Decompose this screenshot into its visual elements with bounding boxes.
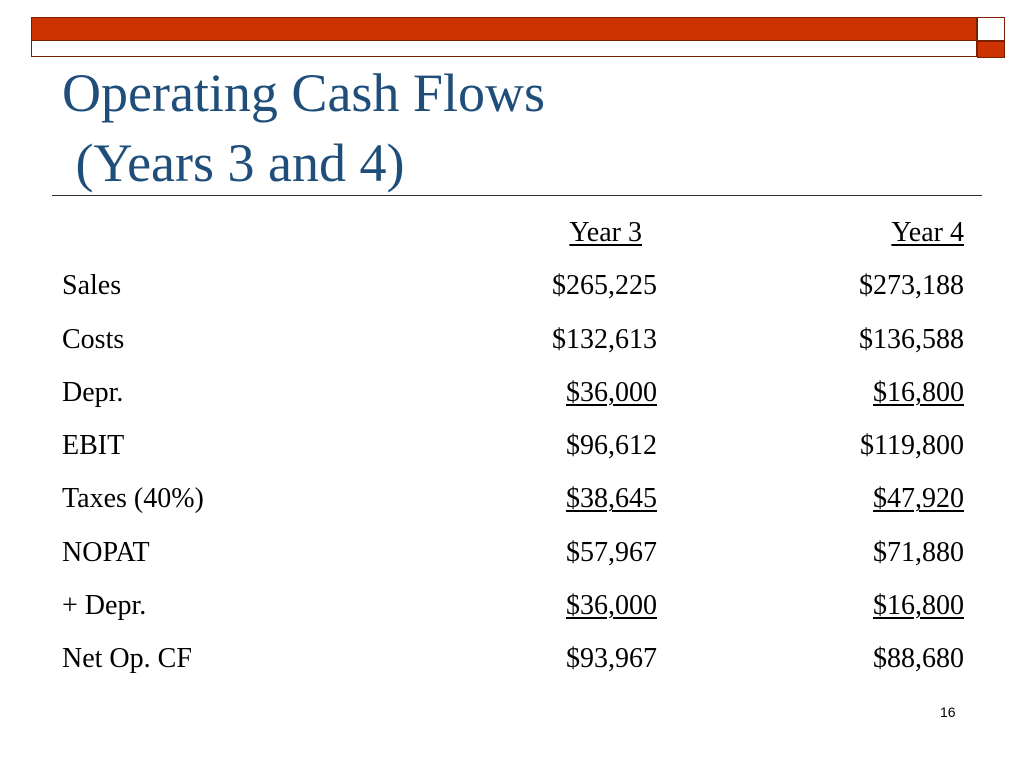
row-label: NOPAT [62,536,150,568]
table-row [62,370,966,423]
row-label: Sales [62,270,122,302]
year-3-value: $57,967 [566,536,657,568]
year-3-value: $36,000 [566,590,657,622]
table-row [62,583,966,636]
table-body [62,263,966,689]
year-3-value: $93,967 [566,643,657,675]
decorative-corner-box-white [977,17,1005,41]
table-row [62,476,966,529]
year-4-value: $16,800 [873,590,964,622]
page-number: 16 [940,704,956,720]
slide-title [62,58,545,198]
year-4-value: $71,880 [873,536,964,568]
table-row [62,530,966,583]
year-3-value: $132,613 [552,323,657,355]
decorative-corner-box-red [977,41,1005,58]
table-row [62,423,966,476]
year-3-value: $96,612 [566,430,657,462]
year-4-value: $136,588 [859,323,964,355]
year-4-value: $119,800 [860,430,964,462]
table-row [62,317,966,370]
row-label: Depr. [62,376,124,408]
year-4-value: $88,680 [873,643,964,675]
cash-flow-table [62,210,966,690]
decorative-top-bar-outline [31,41,977,57]
year-4-value: $273,188 [859,270,964,302]
row-label: Taxes (40%) [62,483,204,515]
year-4-value: $47,920 [873,483,964,515]
slide-title-line-2: (Years 3 and 4) [62,133,405,193]
table-header-row [62,210,966,263]
row-label: Net Op. CF [62,643,192,675]
row-label: + Depr. [62,590,147,622]
year-3-value: $265,225 [552,270,657,302]
column-header-year-4: Year 4 [891,217,964,248]
title-divider [52,195,982,196]
table-row [62,263,966,316]
row-label: EBIT [62,430,125,462]
slide-title-line-1: Operating Cash Flows [62,63,545,123]
year-4-value: $16,800 [873,376,964,408]
row-label: Costs [62,323,125,355]
year-3-value: $38,645 [566,483,657,515]
column-header-year-3: Year 3 [569,217,642,248]
table-row [62,636,966,689]
year-3-value: $36,000 [566,376,657,408]
decorative-top-bar [31,17,977,41]
